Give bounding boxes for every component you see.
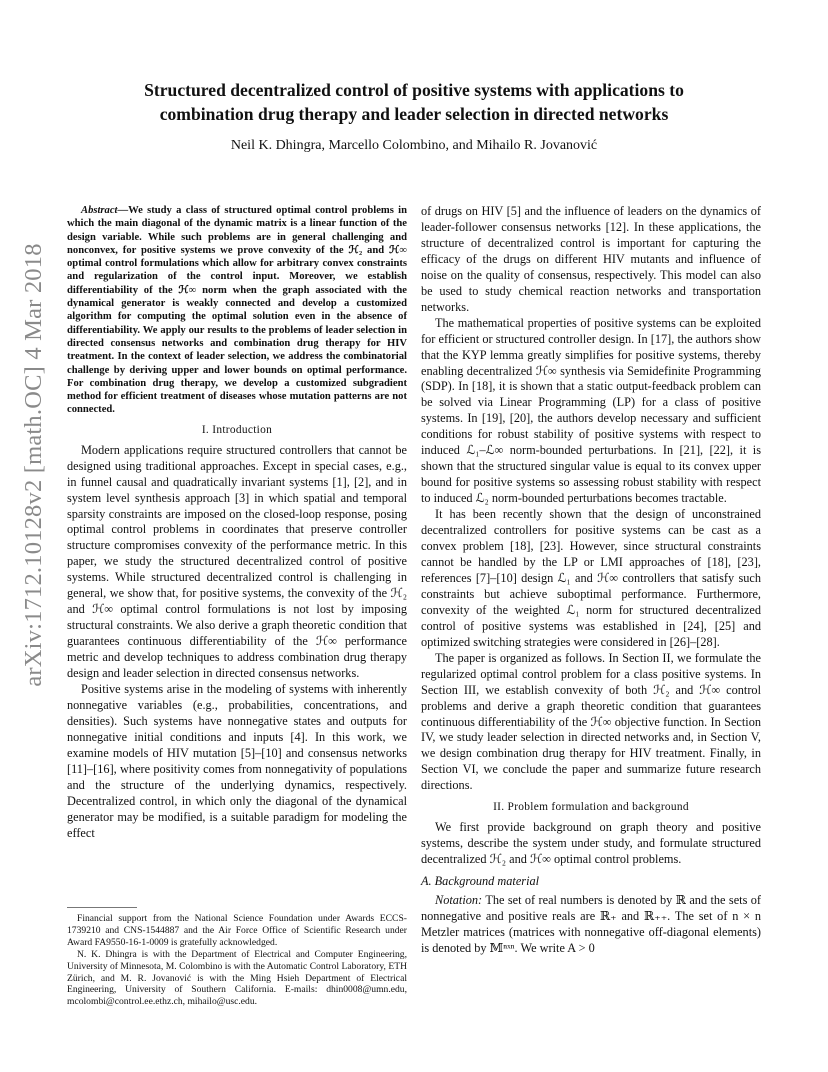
intro-paragraph-2: Positive systems arise in the modeling of systems with inherently nonnegative variables (e.g., probabilities, concentrations, and densities). Such systems have nonnegative states and outputs for nonnegative initial conditions and inputs [4]. In this work, we examine models of HIV mutation [5]–[10] and consensus networks [11]–[16], where positivity comes from nonnegativity of populations and the structure of the underlying dynamics, respectively. Decentralized control, in which only the diagonal of the dynamical generator may be modified, is a suitable paradigm for modeling the effect <box>67 682 407 840</box>
paper-title <box>60 78 768 126</box>
title-line-2: combination drug therapy and leader selection in directed networks <box>159 104 669 124</box>
notation-text: The set of real numbers is denoted by ℝ and the sets of nonnegative and positive reals are ℝ₊ and ℝ₊₊. The set of n × n Metzler matrices (matrices with nonnegative off-diagonal elements) is denoted by 𝕄ⁿˣⁿ. We write A > 0 <box>421 893 761 955</box>
title-line-1: Structured decentralized control of positive systems with applications to <box>144 80 684 100</box>
abstract-text: —We study a class of structured optimal control problems in which the main diagonal of the dynamic matrix is a linear function of the design variable. While such problems are in general challenging and nonconvex, for positive systems we prove convexity of the ℋ₂ and ℋ∞ optimal control formulations which allow for arbitrary convex constraints and regularization of the control input. Moreover, we establish differentiability of the ℋ∞ norm when the graph associated with the dynamical generator is weakly connected and develop a customized algorithm for computing the optimal solution even in the absence of differentiability. We apply our results to the problems of leader selection in directed consensus networks and combination drug therapy for HIV treatment. In the context of leader selection, we address the combinatorial challenge by deriving upper and lower bounds on optimal performance. For combination drug therapy, we develop a customized subgradient method for efficient treatment of diseases whose mutation patterns are not connected. <box>67 205 407 416</box>
section-heading-problem-formulation: II. Problem formulation and background <box>493 801 689 814</box>
section-heading-introduction: I. Introduction <box>201 423 273 436</box>
notation-paragraph <box>421 893 761 957</box>
left-column <box>67 204 407 842</box>
body-paragraph-2: The mathematical properties of positive systems can be exploited for efficient or structured controller design. In [17], the authors show that the KYP lemma greatly simplifies for positive systems, thereby enabling decentralized ℋ∞ synthesis via Semidefinite Programming (SDP). In [18], it is shown that a static output-feedback problem can be solved via Linear Programming (LP) for a class of positive systems. In [19], [20], the authors develop necessary and sufficient conditions for robust stability of positive systems with respect to induced ℒ₁–ℒ∞ norm-bounded perturbations. In [21], [22], it is shown that the structured singular value is equal to its convex upper bound for positive systems so assessing robust stability with respect to induced ℒ₂ norm-bounded perturbations becomes tractable. <box>421 315 761 506</box>
abstract <box>67 204 407 417</box>
intro-paragraph-1: Modern applications require structured controllers that cannot be designed using traditional approaches. Except in special cases, e.g., in funnel causal and quadratically invariant systems [1], [2], and in system level synthesis approach [3] in which spatial and temporal sparsity constraints are imposed on the closed-loop response, posing optimal control problems in coordinates that preserve controller structure compromises convexity of the performance metric. In this paper, we study the structured decentralized control of positive systems. While structured decentralized control is challenging in general, we show that, for positive systems, the convexity of the ℋ₂ and ℋ∞ optimal control formulations is not lost by imposing structural constraints. We also derive a graph theoretic condition that guarantees continuous differentiability of the ℋ∞ performance metric and develop techniques to address combination drug therapy design and leader selection in directed consensus networks. <box>67 442 407 681</box>
footnotes <box>67 913 407 1008</box>
notation-label: Notation: <box>435 893 483 908</box>
body-paragraph-3: It has been recently shown that the design of unconstrained decentralized controllers for positive systems can be cast as a convex problem [18], [23]. However, since structural constraints cannot be handled by the LP or LMI approaches of [18], [23], references [7]–[10] design ℒ₁ and ℋ∞ controllers that satisfy such constraints but achieve suboptimal performance. Furthermore, convexity of the weighted ℒ₁ norm for structured decentralized control of positive systems was established in [24], [25] and optimized switching strategies were considered in [26]–[28]. <box>421 507 761 649</box>
right-column <box>421 204 761 957</box>
author-list: Neil K. Dhingra, Marcello Colombino, and Mihailo R. Jovanović <box>230 138 598 153</box>
abstract-label: Abstract <box>81 205 118 216</box>
arxiv-identifier: arXiv:1712.10128v2 [math.OC] 4 Mar 2018 <box>20 243 47 687</box>
footnote-rule <box>67 907 137 908</box>
body-paragraph-1: of drugs on HIV [5] and the influence of leaders on the dynamics of leader-follower consensus networks [12]. In these applications, the structure of decentralized control is important for capturing the efficacy of the drugs on different HIV mutants and influence of noise on the quality of consensus, respectively. This model can also be used to study chemical reaction networks and transportation networks. <box>421 204 761 314</box>
footnote-affiliations: N. K. Dhingra is with the Department of Electrical and Computer Engineering, University of Minnesota, M. Colombino is with the Automatic Control Laboratory, ETH Zürich, and M. R. Jovanović is with the Ming Hsieh Department of Electrical Engineering, University of Southern California. E-mails: dhin0008@umn.edu, mcolombi@control.ee.ethz.ch, mihailo@usc.edu. <box>67 948 407 1008</box>
body-paragraph-5: We first provide background on graph theory and positive systems, describe the system under study, and formulate structured decentralized ℋ₂ and ℋ∞ optimal control problems. <box>421 820 761 867</box>
body-paragraph-4: The paper is organized as follows. In Section II, we formulate the regularized optimal control problem for a class positive systems. In Section III, we establish convexity of both ℋ₂ and ℋ∞ control problems and derive a graph theoretic condition that guarantees continuous differentiability of the ℋ∞ objective function. In Section IV, we study leader selection in directed networks and, in Section V, we design combination drug therapy for HIV treatment. Finally, in Section VI, we conclude the paper and summarize future research directions. <box>421 650 761 793</box>
subsection-heading-background: A. Background material <box>421 874 540 889</box>
footnote-funding: Financial support from the National Science Foundation under Awards ECCS-1739210 and CNS-1544887 and the Air Force Office of Scientific Research under Award FA9550-16-1-0009 is gratefully acknowledged. <box>67 913 407 948</box>
arxiv-side-stamp <box>14 243 54 687</box>
